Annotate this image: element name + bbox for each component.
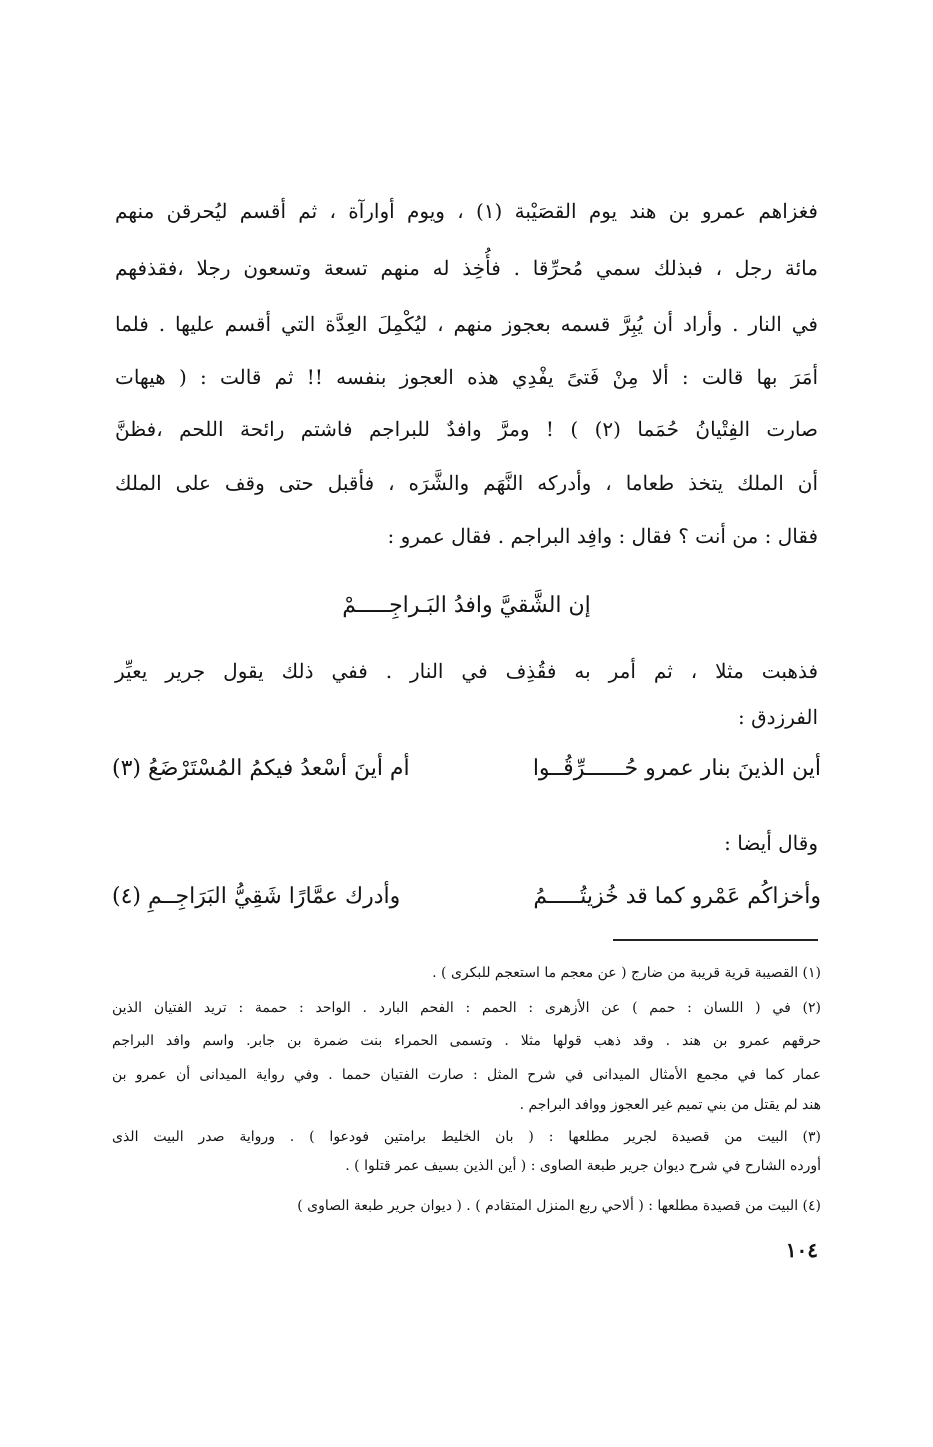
footnote-4: (٤) البيت من قصيدة مطلعها : ( ألاحي ربع المنزل المتقادم ) . ( ديوان جرير طبعة الصاوى ) bbox=[297, 1198, 821, 1214]
page-number: ١٠٤ bbox=[785, 1238, 818, 1262]
verse-2-hemistich-2: أم أينَ أسْعدُ فيكمُ المُسْتَرْضَعُ (٣) bbox=[112, 756, 410, 781]
verse-2 bbox=[112, 752, 821, 788]
footnote-2-line-3: عمار كما في مجمع الأمثال الميدانى في شرح المثل : صارت الفتيان حمما . وفي رواية الميدانى أن عمرو بن bbox=[112, 1067, 821, 1083]
footnote-2-line-4: هند لم يقتل من بني تميم غير العجوز ووافد البراجم . bbox=[519, 1097, 821, 1113]
footnote-3-line-2: أورده الشارح في شرح ديوان جرير طبعة الصاوى : ( أين الذين بسيف عمر قتلوا ) . bbox=[345, 1158, 821, 1174]
verse-3-hemistich-2: وأدرك عمَّارًا شَقِيُّ البَرَاجِــمِ (٤) bbox=[112, 884, 401, 909]
body-line-3: في النار . وأراد أن يُبِرَّ قسمه بعجوز منهم ، ليُكْمِلَ العِدَّة التي أقسم عليها . فلما bbox=[115, 312, 818, 336]
body-line-1: فغزاهم عمرو بن هند يوم القصَيْبة (١) ، ويوم أوارآة ، ثم أقسم ليُحرقن منهم bbox=[115, 199, 818, 223]
footnote-3-line-1: (٣) البيت من قصيدة لجرير مطلعها : ( بان الخليط برامتين فودعوا ) . ورواية صدر البيت الذى bbox=[112, 1129, 821, 1145]
footnote-2-line-1: (٢) في ( اللسان : حمم ) عن الأزهرى : الحمم : الفحم البارد . الواحد : حممة : تريد الفتيان الذين bbox=[112, 1000, 821, 1016]
body-line-9: الفرزدق : bbox=[738, 705, 818, 729]
footnote-2-line-2: حرقهم عمرو بن هند . وقد ذهب قولها مثلا . وتسمى الحمراء بنت ضمرة بن جابر. واسم وافد البراجم bbox=[112, 1033, 821, 1049]
verse-3 bbox=[112, 880, 821, 916]
footnote-1: (١) القصيبة قرية قريبة من ضارج ( عن معجم ما استعجم للبكرى ) . bbox=[432, 965, 821, 981]
footnote-divider bbox=[613, 939, 818, 941]
said-also-line: وقال أيضا : bbox=[724, 831, 818, 855]
body-line-5: صارت الفِتْيانُ حُمَما (٢) ) ! ومرَّ وافدٌ للبراجم فاشتم رائحة اللحم ،فظنَّ bbox=[115, 417, 818, 441]
verse-2-hemistich-1: أين الذينَ بنار عمرو حُــــــرِّقُــوا bbox=[532, 756, 821, 781]
verse-3-hemistich-1: وأخزاكُم عَمْرو كما قد خُزيتُـــــمُ bbox=[533, 884, 821, 909]
body-line-2: مائة رجل ، فبذلك سمي مُحرِّقا . فأُخِذ له منهم تسعة وتسعون رجلا ،فقذفهم bbox=[115, 256, 818, 280]
verse-centered: إن الشَّقيَّ وافدُ البَـراجِـــــمْ bbox=[342, 593, 591, 618]
body-line-7: فقال : من أنت ؟ فقال : وافِد البراجم . فقال عمرو : bbox=[387, 524, 818, 548]
body-line-4: أمَرَ بها قالت : ألا مِنْ فَتىً يفْدِي هذه العجوز بنفسه !! ثم قالت : ( هيهات bbox=[115, 365, 818, 389]
body-line-6: أن الملك يتخذ طعاما ، وأدركه النَّهَم والشَّرَه ، فأقبل حتى وقف على الملك bbox=[115, 471, 818, 495]
body-line-8: فذهبت مثلا ، ثم أمر به فقُذِف في النار . ففي ذلك يقول جرير يعيِّر bbox=[115, 659, 819, 683]
